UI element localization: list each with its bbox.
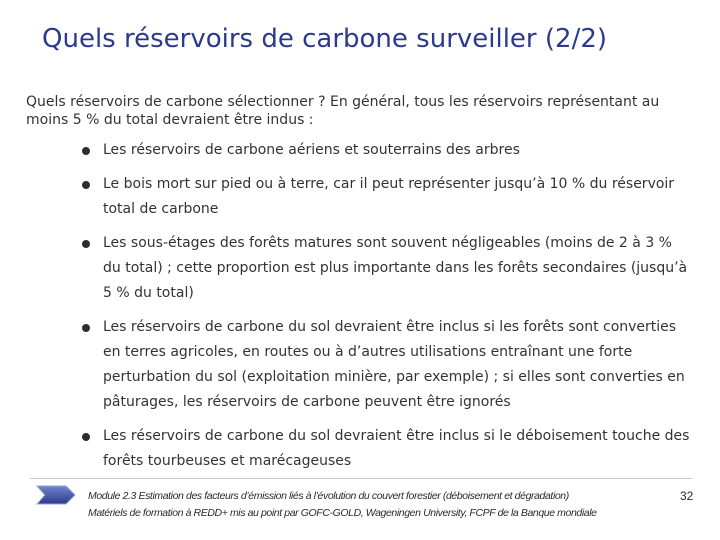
bullet-dot-icon [82,147,90,155]
bullet-text: Les réservoirs de carbone du sol devraient être inclus si le déboisement touche des forêts tourbeuses et marécageuses [103,428,690,469]
bullet-text: Les réservoirs de carbone aériens et souterrains des arbres [103,142,520,158]
slide-title: Quels réservoirs de carbone surveiller (2/2) [42,24,608,54]
bullet-text: Les réservoirs de carbone du sol devraient être inclus si les forêts sont converties en terres agricoles, en routes ou à d’autres utilisations entraînant une forte perturbation du sol (exploitation minière, par exemple) ; si elles sont converties en pâturages, les réservoirs de carbone peuvent être ignorés [103,319,685,410]
bullet-dot-icon [82,433,90,441]
bullet-item [82,138,692,163]
bullet-item [82,424,692,474]
bullet-list [82,138,692,483]
bullet-item [82,315,692,415]
page-number: 32 [680,489,694,503]
footer-credits [88,488,688,522]
footer-materials-line: Matériels de formation à REDD+ mis au point par GOFC-GOLD, Wageningen University, FCPF de la Banque mondiale [88,507,597,519]
footer-divider [30,478,692,479]
footer-module-line: Module 2.3 Estimation des facteurs d’émission liés à l’évolution du couvert forestier (déboisement et dégradation) [88,490,569,502]
bullet-dot-icon [82,324,90,332]
bullet-text: Le bois mort sur pied ou à terre, car il peut représenter jusqu’à 10 % du réservoir total de carbone [103,176,675,217]
chevron-arrow-icon [36,484,76,506]
bullet-dot-icon [82,181,90,189]
bullet-text: Les sous-étages des forêts matures sont souvent négligeables (moins de 2 à 3 % du total) ; cette proportion est plus importante dans les forêts secondaires (jusqu’à 5 % du total) [103,235,688,301]
intro-text: Quels réservoirs de carbone sélectionner ? En général, tous les réservoirs représentant au moins 5 % du total devraient être indus : [26,94,660,128]
bullet-item [82,231,692,306]
bullet-item [82,172,692,222]
bullet-dot-icon [82,240,90,248]
